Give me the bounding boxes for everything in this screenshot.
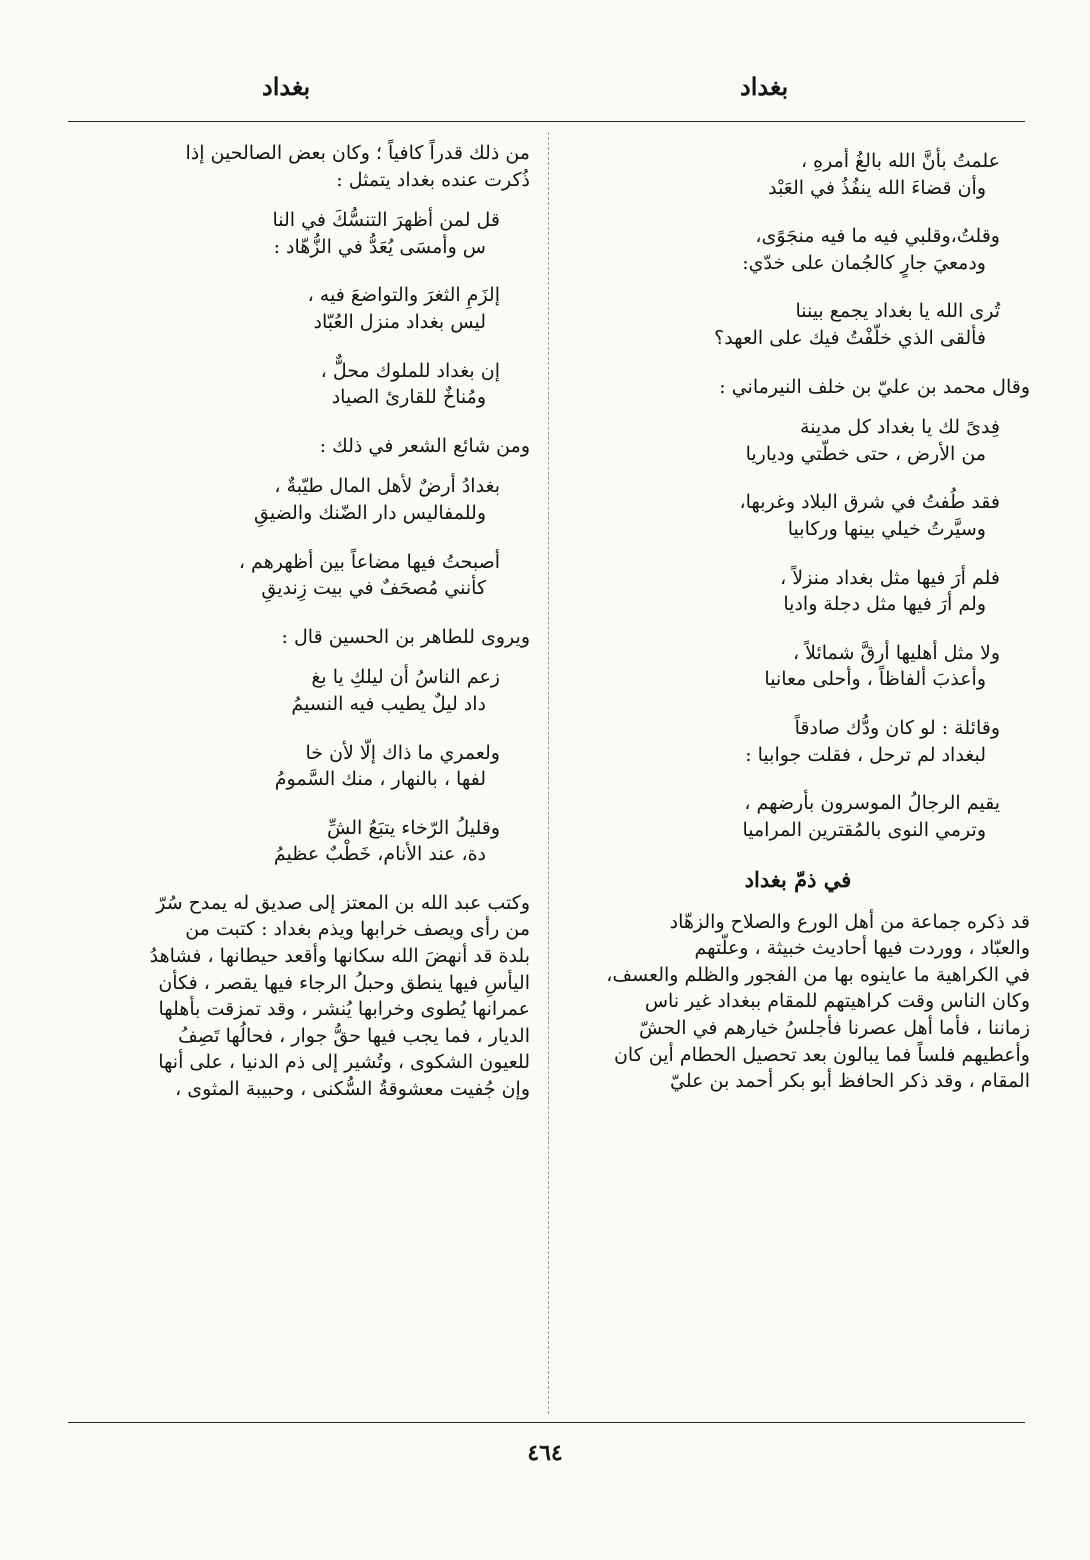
verse-couplet (626, 298, 1000, 351)
prose-line: للعيون الشكوى ، وتُشير إلى ذم الدنيا ، على أنها (158, 1051, 530, 1074)
verse-hemistich-2: ليس بغداد منزل العُبّاد (313, 310, 486, 333)
prose-line: ذُكرت عنده بغداد يتمثل : (336, 168, 530, 191)
prose-paragraph (72, 140, 530, 193)
verse-couplet (626, 223, 1000, 276)
prose-line: من ذلك قدراً كافياً ؛ وكان بعض الصالحين إذا (185, 142, 530, 164)
verse-hemistich-2: وأعذبَ ألفاظاً ، وأحلى معانيا (764, 668, 986, 691)
right-column (566, 134, 1030, 1416)
section-heading: في ذمّ بغداد (744, 867, 852, 893)
verse-hemistich-2: ودمعيَ جارٍ كالجُمان على خدّي: (742, 251, 986, 274)
verse-couplet (626, 414, 1000, 467)
verse-hemistich-1: زعم الناسُ أن ليلكِ يا بغ (311, 666, 500, 689)
verse-couplet (132, 815, 500, 868)
verse-hemistich-1: أصبحتُ فيها مضاعاً بين أظهرهم ، (238, 550, 500, 573)
prose-line: الديار ، فما يجب فيها حقُّ جوار ، فحالُها تَصِفُ (178, 1024, 530, 1047)
prose-line: اليأسِ فيها ينطق وحبلُ الرجاء فيها يقصر ، فكأن (158, 971, 530, 994)
prose-line: وكتب عبد الله بن المعتز إلى صديق له يمدح سُرّ (156, 891, 530, 914)
verse-couplet (132, 664, 500, 717)
verse-couplet (132, 740, 500, 793)
verse-hemistich-1: وقليلُ الرّخاء يتبَعُ الشِّ (327, 816, 500, 839)
verse-hemistich-2: دة، عند الأنام، خَطْبٌ عظيمُ (273, 843, 486, 866)
prose-line: زماننا ، فأما أهل عصرنا فأجلسُ خيارهم في الحشّ (638, 1017, 1030, 1040)
prose-line: وكان الناس وقت كراهيتهم للمقام ببغداد غير ناس (644, 990, 1030, 1013)
verse-hemistich-2: من الأرض ، حتى خطّتي ودياريا (745, 442, 986, 465)
verse-couplet (132, 473, 500, 526)
prose-paragraph (72, 890, 530, 1103)
verse-hemistich-1: فقد طُفتُ في شرق البلاد وغربها، (739, 491, 1000, 514)
verse-hemistich-2: لبغداد لم ترحل ، فقلت جوابيا : (745, 743, 986, 766)
verse-hemistich-2: وللمفاليس دار الضّنك والضيقِ (253, 501, 486, 524)
verse-couplet (626, 565, 1000, 618)
verse-hemistich-2: لفها ، بالنهار ، منك السَّمومُ (274, 768, 486, 791)
verse-hemistich-2: فألقى الذي خلّفْتُ فيك على العهد؟ (714, 326, 986, 349)
prose-line: بلدة قد أنهضَ الله سكانها وأقعد حيطانها ، فشاهدُ (149, 945, 530, 968)
left-column (72, 134, 530, 1416)
verse-hemistich-1: فلم أرَ فيها مثل بغداد منزلاً ، (780, 566, 1000, 589)
attribution-line: ومن شائع الشعر في ذلك : (319, 434, 530, 457)
header-rule (68, 121, 1025, 122)
verse-couplet (626, 790, 1000, 843)
footer-rule (68, 1422, 1025, 1423)
attribution-line: ويروى للطاهر بن الحسين قال : (281, 625, 530, 648)
verse-hemistich-2: ومُناخٌ للقارئ الصياد (331, 386, 486, 409)
verse-hemistich-1: إلزَمِ الثغرَ والتواضعَ فيه ، (307, 284, 500, 307)
verse-couplet (132, 549, 500, 602)
verse-hemistich-2: س وأمسَى يُعَدُّ في الزُّهّاد : (273, 235, 486, 258)
verse-hemistich-1: ولا مثل أهليها أرقَّ شمائلاً ، (792, 641, 1000, 664)
verse-hemistich-1: فِدىً لك يا بغداد كل مدينة (800, 416, 1000, 439)
verse-couplet (626, 148, 1000, 201)
verse-hemistich-1: وقلتُ،وقلبي فيه ما فيه منجَوًى، (755, 225, 1000, 248)
column-divider (548, 132, 549, 1414)
verse-hemistich-1: ولعمري ما ذاك إلّا لأن خا (305, 741, 500, 764)
prose-line: عمرانها يُطوى وخرابها يُنشر ، وقد تمزقت بأهلها (158, 998, 530, 1021)
verse-couplet (132, 207, 500, 260)
prose-line: قد ذكره جماعة من أهل الورع والصلاح والزهّاد (669, 910, 1030, 933)
prose-line: المقام ، وقد ذكر الحافظ أبو بكر أحمد بن عليّ (669, 1070, 1030, 1093)
verse-hemistich-2: داد ليلٌ يطيب فيه النسيمُ (291, 692, 486, 715)
verse-hemistich-2: ولم أرَ فيها مثل دجلة واديا (783, 593, 986, 616)
verse-hemistich-2: كأنني مُصحَفٌ في بيت زِنديقِ (261, 577, 486, 600)
verse-hemistich-2: وأن قضاءَ الله ينفُذُ في العَبْد (768, 176, 986, 199)
prose-line: وإن جُفيت معشوقةُ السُّكنى ، وحبيبة المثوى ، (175, 1078, 530, 1101)
page-number: ٤٦٤ (527, 1440, 563, 1466)
verse-couplet (626, 715, 1000, 768)
prose-line: وأعطيهم فلساً فما يبالون بعد تحصيل الحطام أين كان (613, 1043, 1030, 1066)
prose-line: والعبّاد ، ووردت فيها أحاديث خبيثة ، وعلّتهم (694, 937, 1030, 960)
verse-hemistich-1: تُرى الله يا بغداد يجمع بيننا (795, 300, 1000, 323)
verse-hemistich-1: وقائلة : لو كان ودُّك صادقاً (794, 716, 1000, 739)
verse-hemistich-1: يقيم الرجالُ الموسرون بأرضهم ، (744, 792, 1000, 815)
verse-couplet (626, 489, 1000, 542)
verse-hemistich-1: إن بغداد للملوك محلٌّ ، (320, 359, 500, 382)
verse-hemistich-1: بغدادُ أرضٌ لأهل المال طيّبةٌ ، (274, 475, 500, 498)
verse-couplet (132, 282, 500, 335)
running-head-left: بغداد (262, 72, 311, 101)
verse-hemistich-2: وسيَّرتُ خيلي بينها وركابيا (787, 517, 986, 540)
verse-couplet (132, 358, 500, 411)
verse-couplet (626, 640, 1000, 693)
verse-hemistich-1: علمتُ بأنَّ الله بالغُ أمرهِ ، (800, 150, 1000, 172)
running-head-right: بغداد (740, 72, 789, 101)
prose-line: من رأى ويصف خرابها ويذم بغداد : كتبت من (185, 918, 530, 941)
verse-hemistich-1: قل لمن أظهرَ التنسُّكَ في النا (272, 209, 500, 232)
prose-line: في الكراهية ما عاينوه بها من الفجور والظلم والعسف، (606, 963, 1030, 986)
prose-paragraph (566, 909, 1030, 1095)
verse-hemistich-2: وترمي النوى بالمُقترين المراميا (742, 818, 986, 841)
attribution-line: وقال محمد بن عليّ بن خلف النيرماني : (719, 375, 1030, 398)
